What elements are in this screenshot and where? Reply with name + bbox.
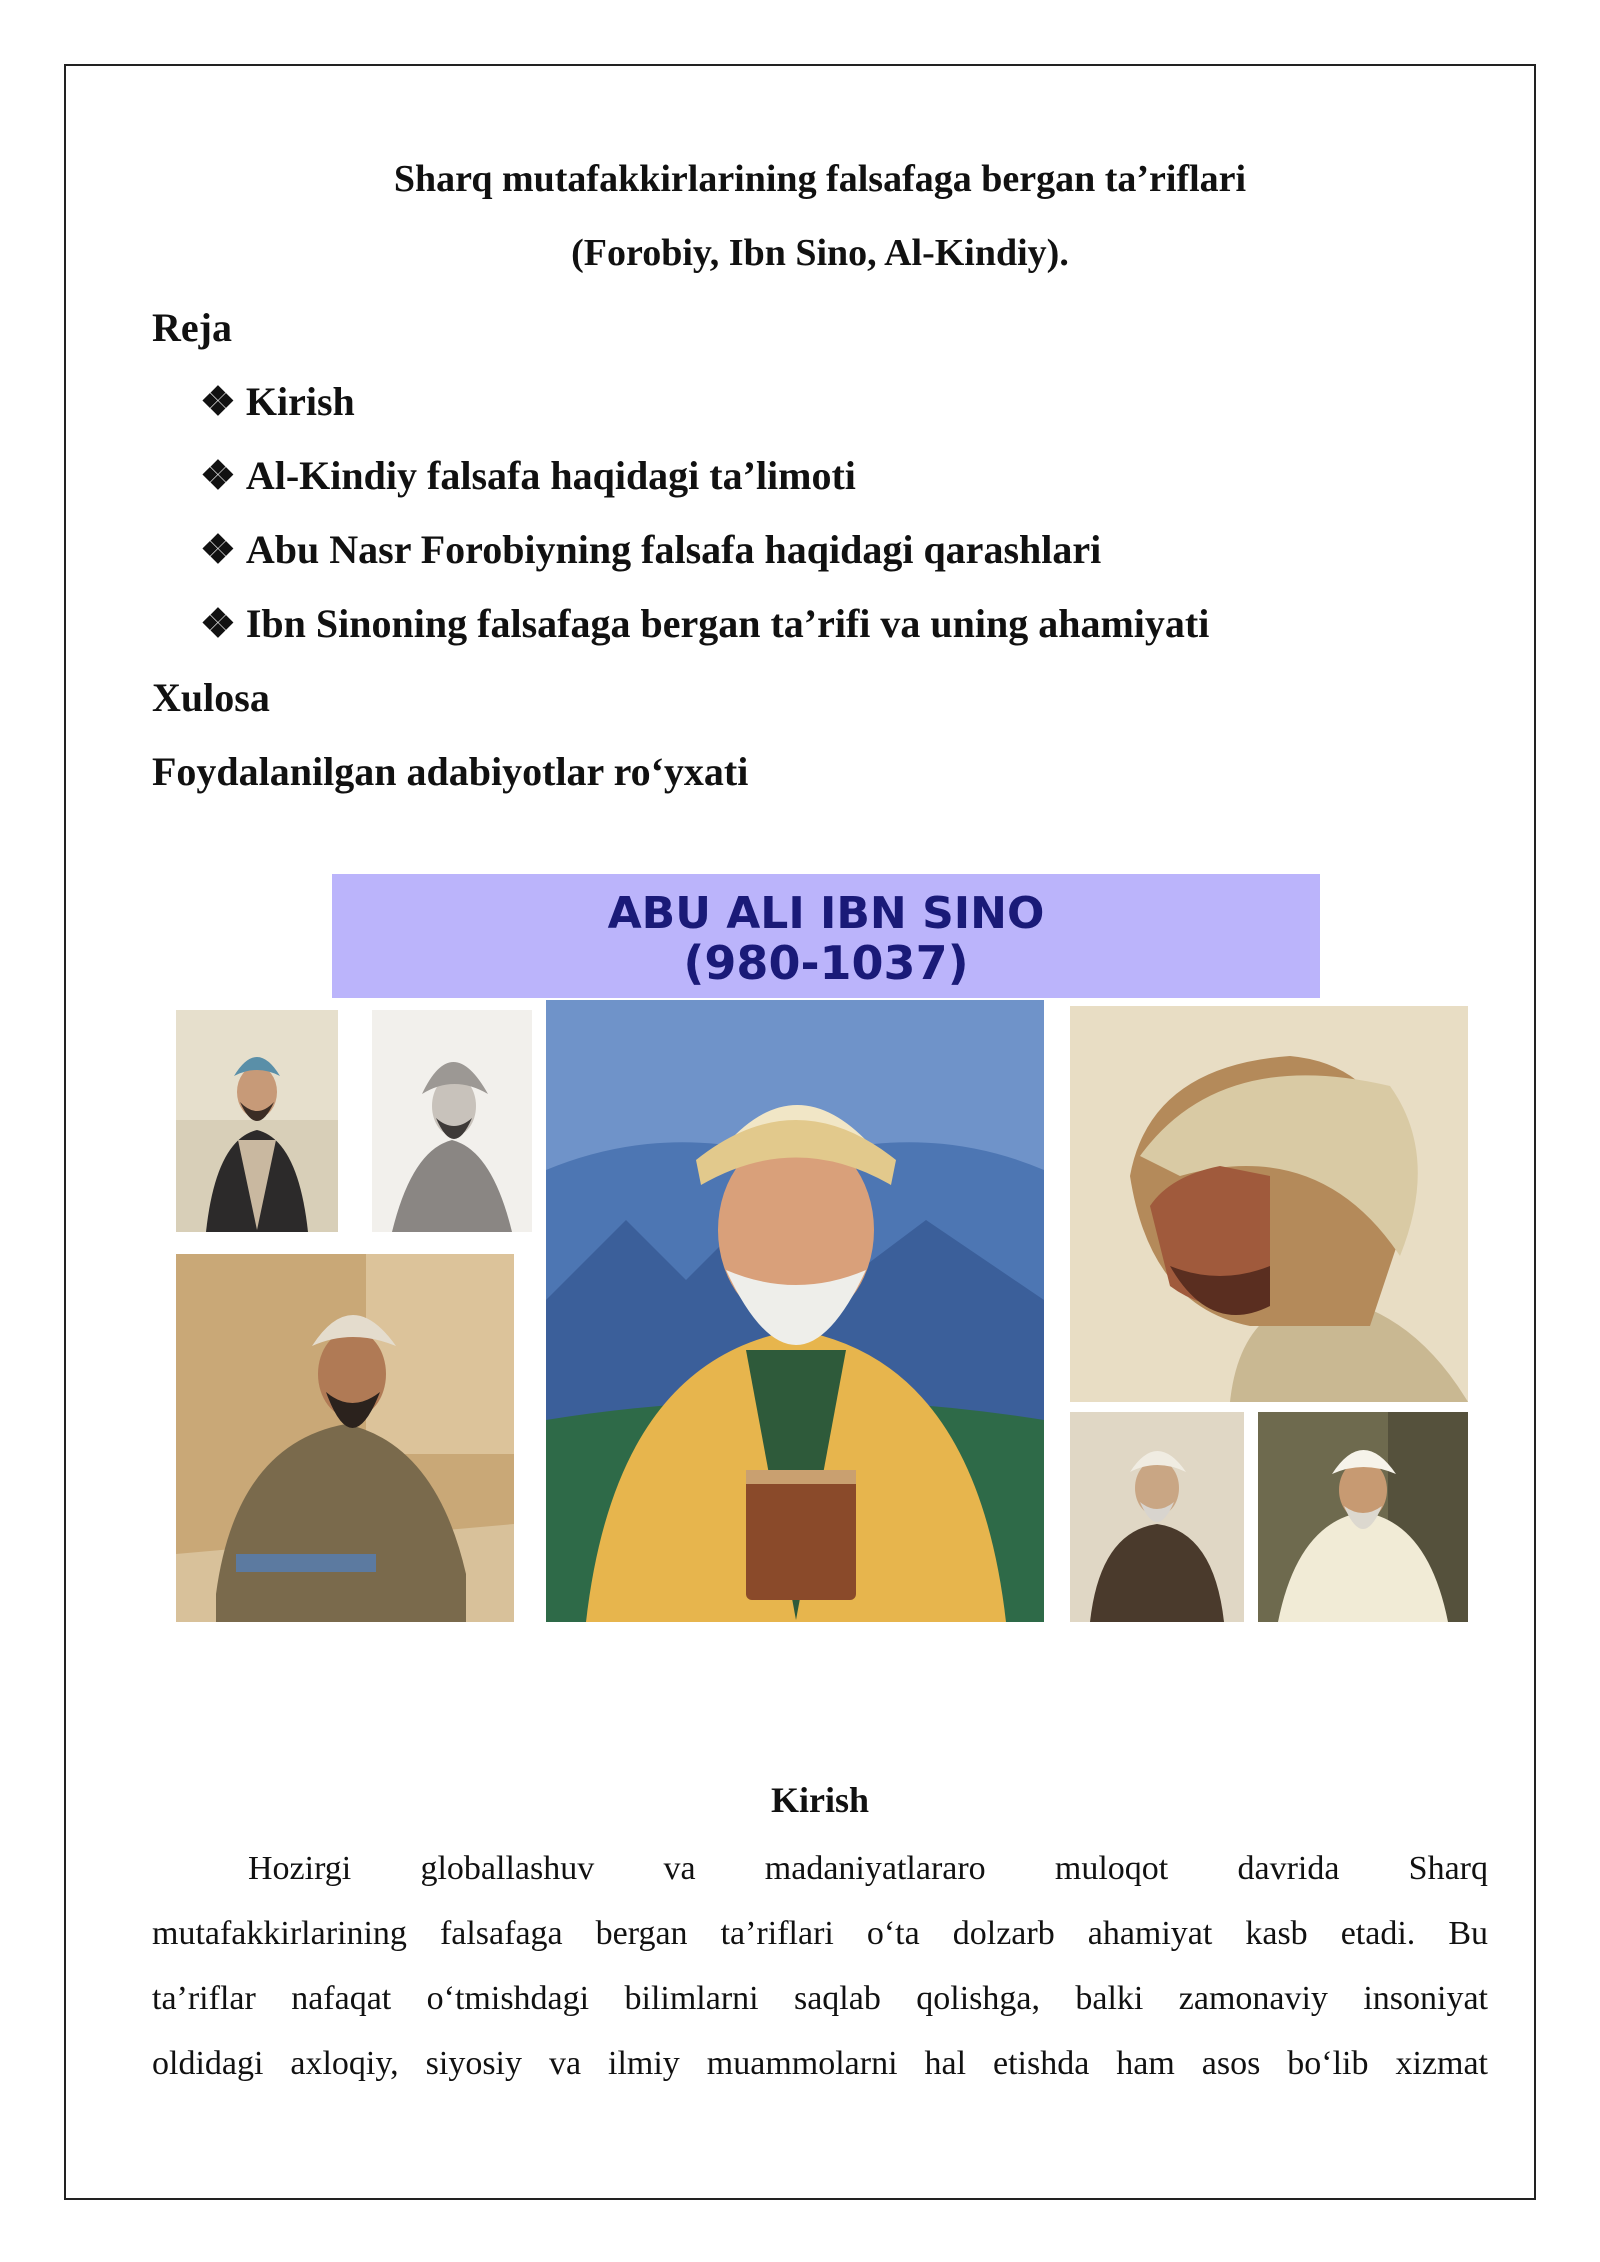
portrait-image-6 [1258,1412,1468,1622]
plan-item-label: Abu Nasr Forobiyning falsafa haqidagi qarashlari [245,527,1102,572]
intro-paragraph [152,1836,1488,2096]
portrait-image-profile [1070,1006,1468,1402]
collage-banner [332,874,1320,998]
bullet-diamond-icon: ❖ [200,453,236,498]
intro-line-1: Hozirgi globallashuv va madaniyatlararo muloqot davrida Sharq [248,1850,1488,1887]
portrait-image-5 [1070,1412,1244,1622]
portrait-image-main [546,1000,1044,1622]
plan-item-label: Ibn Sinoning falsafaga bergan ta’rifi va uning ahamiyati [245,601,1210,646]
document-title-line-1: Sharq mutafakkirlarining falsafaga bergan ta’riflari [393,158,1247,200]
banner-years: (980-1037) [683,936,969,990]
references-heading: Foydalanilgan adabiyotlar ro‘yxati [152,749,749,794]
plan-item-3 [200,527,1102,572]
plan-item-label: Al-Kindiy falsafa haqidagi ta’limoti [245,453,856,498]
bullet-diamond-icon: ❖ [200,379,236,424]
plan-item-2 [200,453,856,498]
intro-line-4: oldidagi axloqiy, siyosiy va ilmiy muammolarni hal etishda ham asos bo‘lib xizmat [152,2045,1488,2082]
portrait-image-3 [176,1254,514,1622]
portrait-image-1 [176,1010,338,1232]
plan-heading: Reja [152,305,232,350]
document-title-line-2: (Forobiy, Ibn Sino, Al-Kindiy). [571,232,1069,274]
plan-item-4 [200,601,1210,646]
bullet-diamond-icon: ❖ [200,527,236,572]
intro-line-3: ta’riflar nafaqat o‘tmishdagi bilimlarni saqlab qolishga, balki zamonaviy insoniyat [152,1980,1488,2017]
conclusion-heading: Xulosa [152,675,270,720]
portrait-image-2 [372,1010,532,1232]
intro-heading: Kirish [770,1780,869,1820]
bullet-diamond-icon: ❖ [200,601,236,646]
plan-item-1 [200,379,355,424]
plan-item-label: Kirish [245,379,355,424]
banner-title: ABU ALI IBN SINO [607,888,1045,939]
intro-line-2: mutafakkirlarining falsafaga bergan ta’riflari o‘ta dolzarb ahamiyat kasb etadi. Bu [152,1915,1488,1952]
